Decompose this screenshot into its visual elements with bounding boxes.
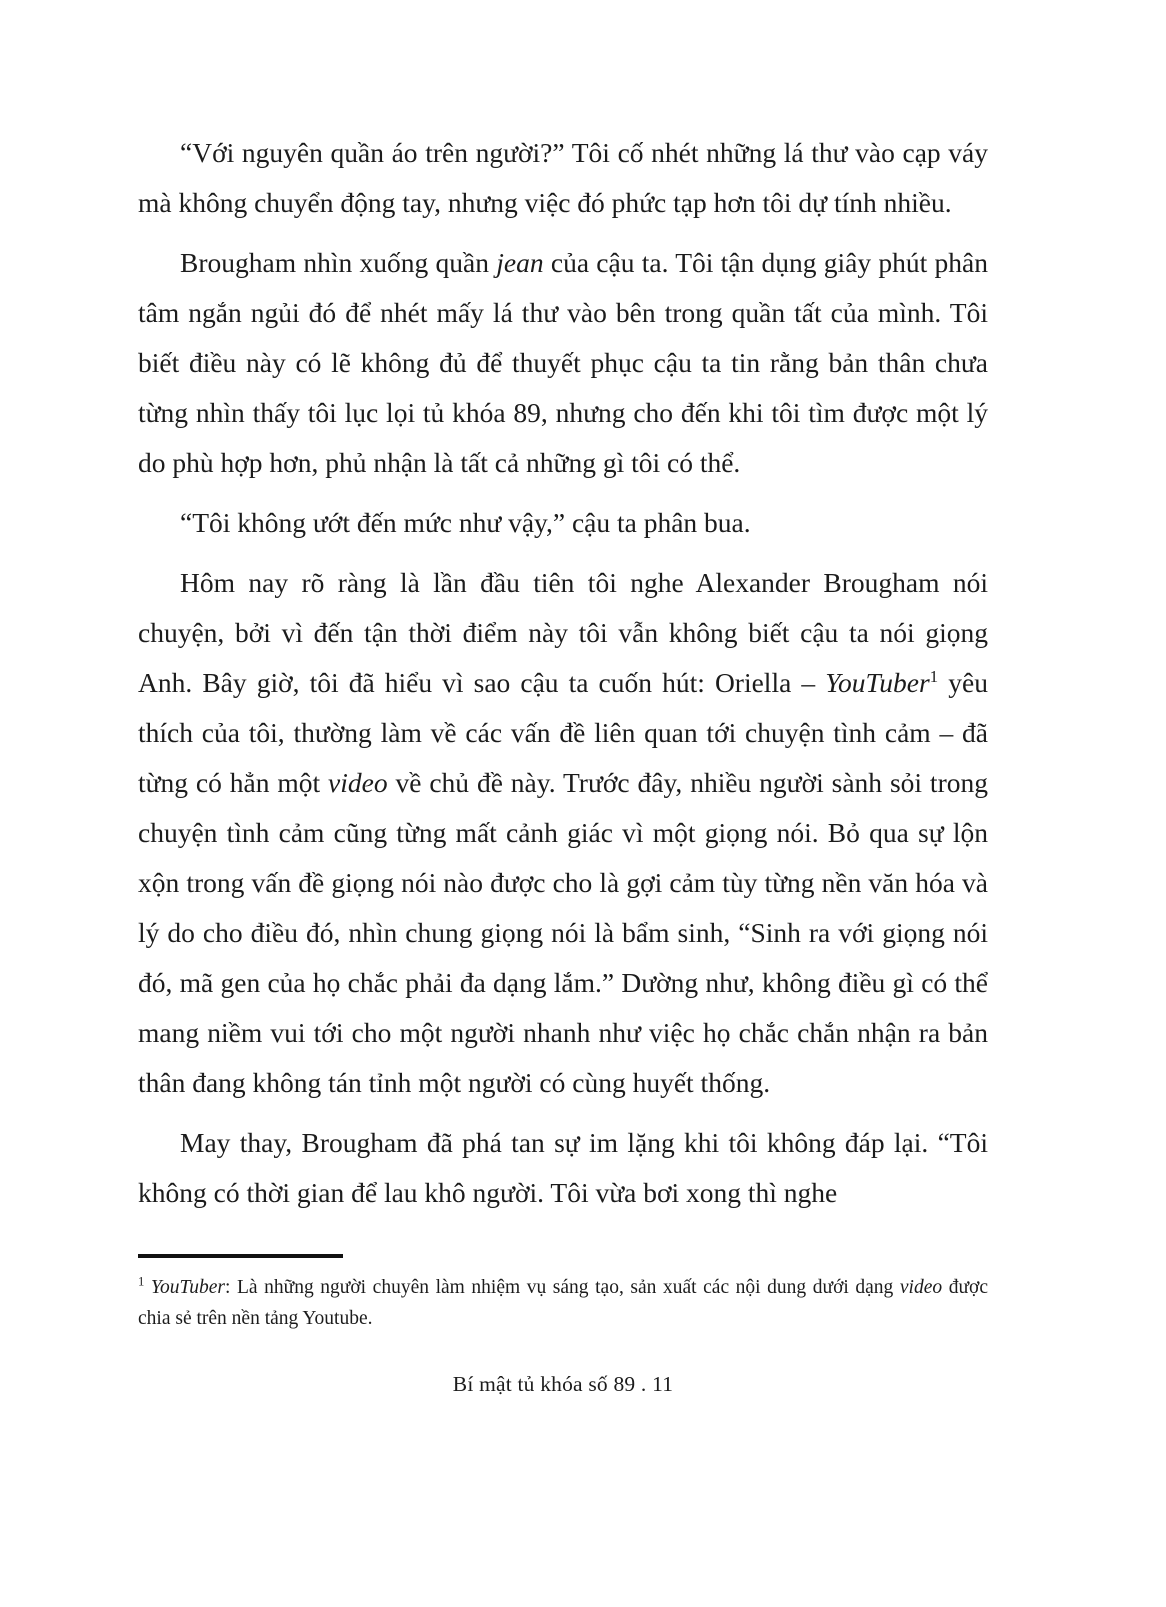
paragraph bbox=[138, 1118, 988, 1218]
running-title-page-number: Bí mật tủ khóa số 89 . 11 bbox=[452, 1372, 674, 1396]
text-segment: YouTuber bbox=[150, 1277, 225, 1298]
text-segment: về chủ đề này. Trước đây, nhiều người sành sỏi trong chuyện tình cảm cũng từng mất cảnh giác vì một giọng nói. Bỏ qua sự lộn xộn trong vấn đề giọng nói nào được cho là gợi cảm tùy từng nền văn hóa và lý do cho điều đó, nhìn chung giọng nói là bẩm sinh, “Sinh ra với giọng nói đó, mã gen của họ chắc phải đa dạng lắm.” Dường như, không điều gì có thể mang niềm vui tới cho một người nhanh như việc họ chắc chắn nhận ra bản thân đang không tán tỉnh một người có cùng huyết thống. bbox=[138, 767, 988, 1098]
paragraph bbox=[138, 498, 988, 548]
text-segment: : Là những người chuyên làm nhiệm vụ sáng tạo, sản xuất các nội dung dưới dạng bbox=[225, 1277, 900, 1298]
text-segment: video bbox=[328, 767, 388, 798]
page-footer bbox=[138, 1372, 988, 1397]
text-segment: Hôm nay rõ ràng là lần đầu tiên tôi nghe Alexander Brougham nói chuyện, bởi vì đến tận thời điểm này tôi vẫn không biết cậu ta nói giọng Anh. Bây giờ, tôi đã hiểu vì sao cậu ta cuốn hút: Oriella – bbox=[138, 567, 988, 698]
text-segment bbox=[144, 1277, 151, 1298]
text-segment: của cậu ta. Tôi tận dụng giây phút phân tâm ngắn ngủi đó để nhét mấy lá thư vào bên trong quần tất của mình. Tôi biết điều này có lẽ không đủ để thuyết phục cậu ta tin rằng bản thân chưa từng nhìn thấy tôi lục lọi tủ khóa 89, nhưng cho đến khi tôi tìm được một lý do phù hợp hơn, phủ nhận là tất cả những gì tôi có thể. bbox=[138, 247, 988, 478]
text-segment: được chia sẻ trên nền tảng Youtube. bbox=[138, 1277, 988, 1329]
text-segment: yêu thích của tôi, thường làm về các vấn đề liên quan tới chuyện tình cảm – đã từng có hẳn một bbox=[138, 667, 988, 798]
paragraph bbox=[138, 558, 988, 1108]
text-segment: video bbox=[899, 1277, 943, 1298]
footnote-marker: 1 bbox=[138, 1274, 145, 1289]
text-segment: “Với nguyên quần áo trên người?” Tôi cố nhét những lá thư vào cạp váy mà không chuyển động tay, nhưng việc đó phức tạp hơn tôi dự tính nhiều. bbox=[138, 137, 988, 218]
text-segment: Brougham nhìn xuống quần bbox=[180, 247, 497, 278]
text-body bbox=[138, 128, 988, 1228]
text-segment: “Tôi không ướt đến mức như vậy,” cậu ta phân bua. bbox=[180, 507, 751, 538]
text-segment: YouTuber bbox=[825, 667, 930, 698]
paragraph bbox=[138, 128, 988, 228]
paragraph bbox=[138, 238, 988, 488]
text-segment: May thay, Brougham đã phá tan sự im lặng khi tôi không đáp lại. “Tôi không có thời gian để lau khô người. Tôi vừa bơi xong thì nghe bbox=[138, 1127, 988, 1208]
footnote-rule bbox=[138, 1254, 343, 1258]
footnote-marker: 1 bbox=[929, 666, 939, 686]
text-segment: jean bbox=[496, 247, 544, 278]
footnote bbox=[138, 1272, 988, 1334]
